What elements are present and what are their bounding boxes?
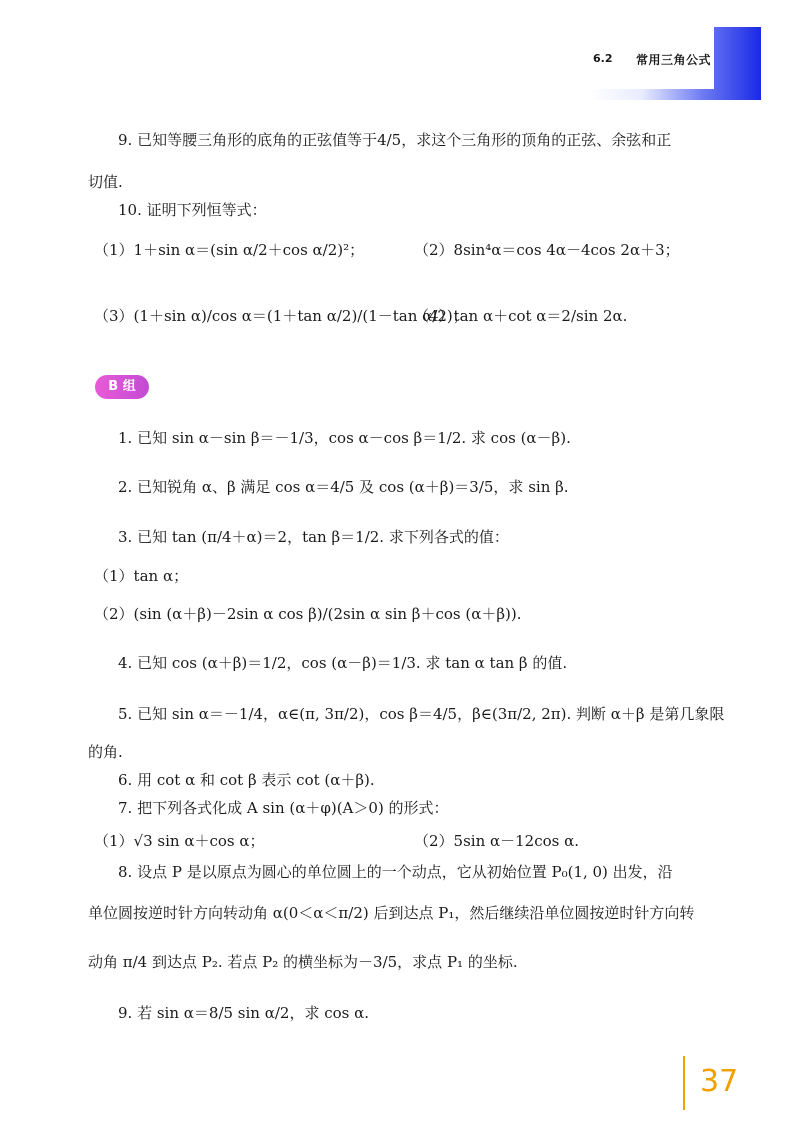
header-band	[448, 27, 761, 100]
exercise-a10-part2: （2）8sin⁴α＝cos 4α－4cos 2α＋3；	[414, 241, 680, 259]
exercise-a10-part3: （3）(1＋sin α)/cos α＝(1＋tan α/2)/(1－tan α/2)；	[94, 307, 468, 325]
exercise-b4: 4. 已知 cos (α＋β)＝1/2，cos (α－β)＝1/3. 求 tan α tan β 的值.	[118, 654, 568, 672]
exercise-b5-line1: 5. 已知 sin α＝－1/4，α∈(π, 3π/2)，cos β＝4/5，β∈(3π/2, 2π). 判断 α＋β 是第几象限	[118, 705, 725, 723]
exercise-b3-title: 3. 已知 tan (π/4＋α)＝2，tan β＝1/2. 求下列各式的值：	[118, 528, 509, 546]
exercise-b7-part1: （1）√3 sin α＋cos α；	[94, 832, 265, 850]
page-number-bar	[683, 1056, 685, 1110]
exercise-a9-line1: 9. 已知等腰三角形的底角的正弦值等于4/5，求这个三角形的顶角的正弦、余弦和正	[118, 131, 672, 149]
exercise-b8-line3: 动角 π/4 到达点 P₂. 若点 P₂ 的横坐标为－3/5，求点 P₁ 的坐标.	[88, 953, 518, 971]
header-panel	[448, 27, 714, 89]
exercise-b3-part1: （1）tan α；	[94, 567, 189, 585]
exercise-b2: 2. 已知锐角 α、β 满足 cos α＝4/5 及 cos (α＋β)＝3/5，求 sin β.	[118, 478, 569, 496]
exercise-b8-line1: 8. 设点 P 是以原点为圆心的单位圆上的一个动点，它从初始位置 P₀(1, 0) 出发，沿	[118, 863, 673, 881]
exercise-a9-line2: 切值.	[88, 173, 123, 191]
page-number: 37	[700, 1064, 739, 1099]
group-b-badge: B 组	[95, 375, 149, 399]
exercise-a10-title: 10. 证明下列恒等式：	[118, 201, 267, 219]
exercise-b1: 1. 已知 sin α－sin β＝－1/3，cos α－cos β＝1/2. 求 cos (α－β).	[118, 429, 571, 447]
exercise-b3-part2: （2）(sin (α＋β)－2sin α cos β)/(2sin α sin β＋cos (α＋β)).	[94, 605, 522, 623]
exercise-b5-line2: 的角.	[88, 743, 123, 761]
exercise-b6: 6. 用 cot α 和 cot β 表示 cot (α＋β).	[118, 771, 375, 789]
section-title: 常用三角公式	[636, 53, 712, 67]
exercise-b7-title: 7. 把下列各式化成 A sin (α＋φ)(A＞0) 的形式：	[118, 799, 449, 817]
exercise-a10-part4: （4）tan α＋cot α＝2/sin 2α.	[414, 307, 628, 325]
exercise-a10-part1: （1）1＋sin α＝(sin α/2＋cos α/2)²；	[94, 241, 365, 259]
section-number: 6.2	[593, 52, 613, 65]
exercise-b9: 9. 若 sin α＝8/5 sin α/2，求 cos α.	[118, 1004, 370, 1022]
exercise-b7-part2: （2）5sin α－12cos α.	[414, 832, 580, 850]
exercise-b8-line2: 单位圆按逆时针方向转动角 α(0＜α＜π/2) 后到达点 P₁，然后继续沿单位圆按逆时针方向转	[88, 904, 695, 922]
